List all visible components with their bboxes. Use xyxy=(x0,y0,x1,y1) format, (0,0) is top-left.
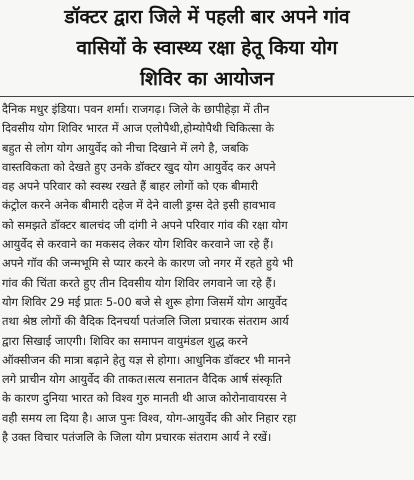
headline-line-2: वासियों के स्वास्थ्य रक्षा हेतू किया योग xyxy=(76,37,338,59)
body-line: वास्तविकता को देखते हुए उनके डॉक्टर खुद योग आयुर्वेद कर अपने xyxy=(2,159,276,174)
body-line: के कारण दुनिया भारत को विश्व गुरु मानती थी आज कोरोनावायरस ने xyxy=(2,391,287,406)
headline xyxy=(4,2,410,96)
body-line: दिवसीय योग शिविर भारत में आज एलोपैथी,होम्योपैथी चिकित्सा के xyxy=(2,121,274,136)
headline-line-1: डॉक्टर द्वारा जिले में पहली बार अपने गांव xyxy=(64,6,350,28)
body-line: वह अपने परिवार को स्वस्थ रखते हैं बाहर लोगों को एक बीमारी xyxy=(2,179,258,194)
body-line: को समझते डॉक्टर बालचंद जी दांगी ने अपने परिवार गांव की रक्षा योग xyxy=(2,217,288,232)
body-line: लगे प्राचीन योग आयुर्वेद की ताकत।सत्य सनातन वैदिक आर्ष संस्कृति xyxy=(2,372,282,387)
body-line: वही समय ला दिया है। आज पुनः विश्व, योग-आयुर्वेद की ओर निहार रहा xyxy=(2,410,297,425)
body-line: है उक्त विचार पतंजलि के जिला योग प्रचारक संतराम आर्य ने रखें। xyxy=(2,430,272,445)
body-line: ऑक्सीजन की मात्रा बढ़ाने हेतु यज्ञ से होगा। आधुनिक डॉक्टर भी मानने xyxy=(2,352,291,367)
body-line: अपने गॉव की जन्मभूमि से प्यार करने के कारण जो नगर में रहते हुये भी xyxy=(2,256,294,271)
headline-line-3: शिविर का आयोजन xyxy=(140,68,274,90)
body-line: कंट्रोल करने अनेक बीमारी दहेज में देने वाली ड्रग्स देते इसी हावभाव xyxy=(2,198,276,213)
body-line: बहुत से लोग योग आयुर्वेद को नीचा दिखाने में लगे है, जबकि xyxy=(2,140,249,155)
body-line: योग शिविर 29 मई प्रातः 5-00 बजे से शुरू होगा जिसमें योग आयुर्वेद xyxy=(2,294,288,309)
body-line: द्वारा सिखाई जाएगी। शिविर का समापन वायुमंडल शुद्ध करने xyxy=(2,333,248,348)
body-line: गांव की चिंता करते हुए तीन दिवसीय योग शिविर लगवाने जा रहे हैं। xyxy=(2,275,276,290)
article-body xyxy=(2,100,412,447)
body-line: आयुर्वेद से करवाने का मकसद लेकर योग शिविर करवाने जा रहे हैं। xyxy=(2,237,274,252)
headline-divider xyxy=(0,96,414,97)
body-line: तथा श्रेष्ठ लोगों की वैदिक दिनचर्या पतंजलि जिला प्रचारक संतराम आर्य xyxy=(2,314,289,329)
body-line: दैनिक मधुर इंडिया। पवन शर्मा। राजगढ़। जिले के छापीहेड़ा में तीन xyxy=(2,102,270,116)
